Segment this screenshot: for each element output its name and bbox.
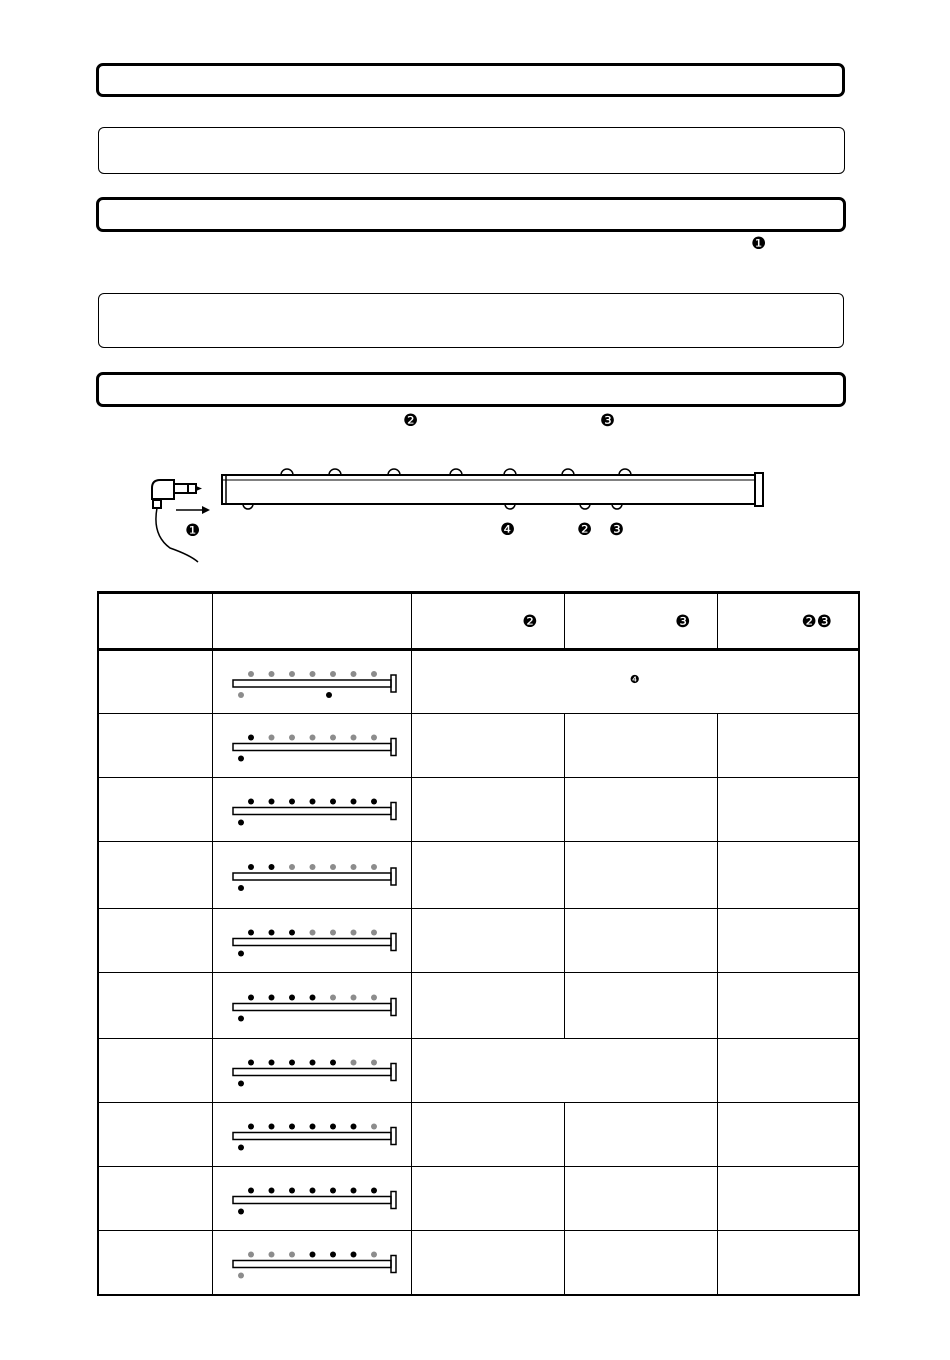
mini-flute-cap	[391, 934, 396, 951]
note-cell	[98, 909, 212, 973]
fingering-cell	[212, 1167, 411, 1231]
note-cell	[98, 1103, 212, 1167]
hole-open	[309, 930, 315, 936]
thumb-hole-closed	[238, 885, 244, 891]
mini-flute-body	[233, 680, 391, 687]
fingering-cell	[212, 973, 411, 1039]
hole-open	[268, 671, 274, 677]
insert-arrow-icon	[176, 506, 210, 514]
cell	[717, 1103, 859, 1167]
note-cell	[98, 1231, 212, 1296]
hole-closed	[371, 1188, 377, 1194]
cell	[564, 714, 717, 778]
fingering-diagram	[213, 909, 412, 972]
mini-flute-cap	[391, 999, 396, 1016]
hole-open	[330, 735, 336, 741]
mini-flute-cap	[391, 675, 396, 692]
fingering-cell	[212, 909, 411, 973]
hole-open	[371, 930, 377, 936]
mini-flute-cap	[391, 1256, 396, 1273]
header-mark-three: ❸	[564, 593, 717, 650]
hole-closed	[309, 995, 315, 1001]
hole-open	[371, 1252, 377, 1258]
plug-label: ❶	[185, 521, 201, 541]
fingering-cell	[212, 1039, 411, 1103]
cell	[411, 1103, 564, 1167]
cell	[564, 1167, 717, 1231]
thumb-hole-closed	[238, 951, 244, 957]
flute-label-four: ❹	[500, 520, 516, 540]
hole-open	[350, 930, 356, 936]
note-cell	[98, 1039, 212, 1103]
table-row	[98, 1039, 859, 1103]
hole-closed	[268, 930, 274, 936]
hole-closed	[268, 1060, 274, 1066]
fingering-diagram	[213, 1167, 412, 1230]
fingering-diagram	[213, 1231, 412, 1294]
hole-open	[350, 1060, 356, 1066]
table-row	[98, 1231, 859, 1296]
hole-closed	[248, 799, 254, 805]
table-row	[98, 714, 859, 778]
mini-flute-body	[233, 1197, 391, 1204]
hole-closed	[350, 1188, 356, 1194]
table-row	[98, 973, 859, 1039]
fingering-diagram	[213, 1103, 412, 1166]
flute-label-three: ❸	[609, 520, 625, 540]
thumb-hole-closed	[238, 1145, 244, 1151]
section-header-box-2	[96, 197, 846, 232]
fingering-cell	[212, 714, 411, 778]
hole-open	[248, 671, 254, 677]
fingering-cell	[212, 650, 411, 714]
hole-open	[371, 864, 377, 870]
cell	[717, 1167, 859, 1231]
hole-open	[268, 735, 274, 741]
section-header-box-3	[96, 372, 846, 407]
thumb-hole-closed	[238, 1016, 244, 1022]
hole-closed	[350, 799, 356, 805]
note-cell	[98, 778, 212, 842]
info-box-2	[98, 293, 844, 348]
hole-open	[289, 671, 295, 677]
hole-open	[289, 864, 295, 870]
cell	[411, 1231, 564, 1296]
fingering-diagram	[213, 1039, 412, 1102]
hole-open	[371, 1124, 377, 1130]
mini-flute-body	[233, 744, 391, 751]
mini-flute-body	[233, 873, 391, 880]
hole-closed	[248, 864, 254, 870]
table-row	[98, 842, 859, 909]
mini-flute-body	[233, 1004, 391, 1011]
cell	[717, 714, 859, 778]
flute-body	[222, 475, 755, 504]
cell	[564, 1103, 717, 1167]
mini-flute-cap	[391, 868, 396, 885]
cell	[411, 842, 564, 909]
fingering-cell	[212, 842, 411, 909]
flute-diagram	[130, 460, 780, 570]
mini-flute-cap	[391, 1192, 396, 1209]
cell	[717, 1231, 859, 1296]
hole-open	[330, 930, 336, 936]
table-row	[98, 650, 859, 714]
hole-open	[268, 1252, 274, 1258]
cell	[411, 1167, 564, 1231]
note-cell	[98, 973, 212, 1039]
hole-closed	[289, 1188, 295, 1194]
cell	[717, 1039, 859, 1103]
hole-open	[350, 864, 356, 870]
hole-closed	[309, 1252, 315, 1258]
hole-open	[309, 864, 315, 870]
hole-closed	[268, 1124, 274, 1130]
marker-one-label: ❶	[751, 234, 767, 254]
flute-label-two: ❷	[577, 520, 593, 540]
hole-open	[330, 864, 336, 870]
fingering-diagram	[213, 651, 412, 713]
hole-closed	[309, 1188, 315, 1194]
hole-closed	[330, 799, 336, 805]
table-row	[98, 778, 859, 842]
table-row	[98, 1167, 859, 1231]
cell	[411, 778, 564, 842]
hole-closed	[309, 1060, 315, 1066]
mini-flute-body	[233, 939, 391, 946]
cell	[411, 714, 564, 778]
hole-open	[309, 735, 315, 741]
cell	[564, 1231, 717, 1296]
hole-closed	[248, 735, 254, 741]
cell	[564, 973, 717, 1039]
hole-closed	[268, 799, 274, 805]
marker-three-label: ❸	[600, 411, 616, 431]
thumb-hole-closed	[238, 1209, 244, 1215]
cell	[564, 909, 717, 973]
mini-flute-cap	[391, 803, 396, 820]
hole-closed	[330, 1188, 336, 1194]
hole-open	[289, 735, 295, 741]
hole-open	[330, 995, 336, 1001]
mini-flute-cap	[391, 739, 396, 756]
fingering-diagram	[213, 778, 412, 841]
hole-closed	[248, 1060, 254, 1066]
note-span-cell	[411, 650, 859, 714]
cell	[411, 909, 564, 973]
hole-closed	[289, 930, 295, 936]
hole-closed	[248, 1124, 254, 1130]
hole-open	[350, 671, 356, 677]
cell	[411, 973, 564, 1039]
hole-closed	[248, 995, 254, 1001]
fingering-diagram	[213, 842, 412, 908]
hole-closed	[289, 995, 295, 1001]
fingering-cell	[212, 1231, 411, 1296]
hole-open	[330, 671, 336, 677]
table-row	[98, 909, 859, 973]
thumb-hole-closed	[238, 1081, 244, 1087]
hole-closed	[289, 1124, 295, 1130]
hole-closed	[289, 799, 295, 805]
note-cell	[98, 650, 212, 714]
header-note	[98, 593, 212, 650]
hole-open	[309, 671, 315, 677]
hole-closed	[309, 1124, 315, 1130]
hole-open	[371, 735, 377, 741]
header-mark-two: ❷	[411, 593, 564, 650]
thumb-hole-open	[238, 692, 244, 698]
fingering-diagram	[213, 714, 412, 777]
cell	[717, 842, 859, 909]
section-header-box-1	[96, 63, 845, 97]
cell	[564, 778, 717, 842]
table-header-row	[98, 593, 859, 650]
hole-closed	[268, 1188, 274, 1194]
fingering-table	[97, 591, 860, 1296]
mini-flute-body	[233, 808, 391, 815]
cell	[564, 842, 717, 909]
hole-closed	[371, 799, 377, 805]
flute-end-cap	[755, 473, 763, 506]
note-cell	[98, 1167, 212, 1231]
hole-closed	[248, 930, 254, 936]
hole-closed	[268, 864, 274, 870]
hole-open	[371, 671, 377, 677]
hole-closed	[248, 1188, 254, 1194]
note-cell	[98, 842, 212, 909]
marker-two-label: ❷	[403, 411, 419, 431]
under-hole-closed	[326, 692, 332, 698]
cell	[717, 909, 859, 973]
thumb-hole-closed	[238, 820, 244, 826]
cell	[717, 973, 859, 1039]
hole-closed	[350, 1252, 356, 1258]
hole-closed	[350, 1124, 356, 1130]
hole-open	[350, 735, 356, 741]
mini-flute-body	[233, 1261, 391, 1268]
hole-open	[248, 1252, 254, 1258]
hole-open	[350, 995, 356, 1001]
hole-open	[289, 1252, 295, 1258]
fingering-cell	[212, 1103, 411, 1167]
hole-closed	[330, 1060, 336, 1066]
row1-note: ❹	[629, 673, 640, 686]
mini-flute-cap	[391, 1064, 396, 1081]
info-box-1	[98, 127, 845, 174]
header-mark-two-three: ❷❸	[717, 593, 859, 650]
merged-cell	[411, 1039, 717, 1103]
thumb-hole-closed	[238, 756, 244, 762]
fingering-cell	[212, 778, 411, 842]
hole-closed	[309, 799, 315, 805]
note-cell	[98, 714, 212, 778]
header-fingering	[212, 593, 411, 650]
hole-open	[371, 995, 377, 1001]
hole-open	[371, 1060, 377, 1066]
mini-flute-body	[233, 1069, 391, 1076]
mini-flute-body	[233, 1133, 391, 1140]
mini-flute-cap	[391, 1128, 396, 1145]
fingering-diagram	[213, 973, 412, 1038]
table-row	[98, 1103, 859, 1167]
thumb-hole-open	[238, 1273, 244, 1279]
hole-closed	[268, 995, 274, 1001]
hole-closed	[330, 1252, 336, 1258]
cell	[717, 778, 859, 842]
flute-diagram-svg	[130, 460, 780, 570]
hole-closed	[330, 1124, 336, 1130]
hole-closed	[289, 1060, 295, 1066]
